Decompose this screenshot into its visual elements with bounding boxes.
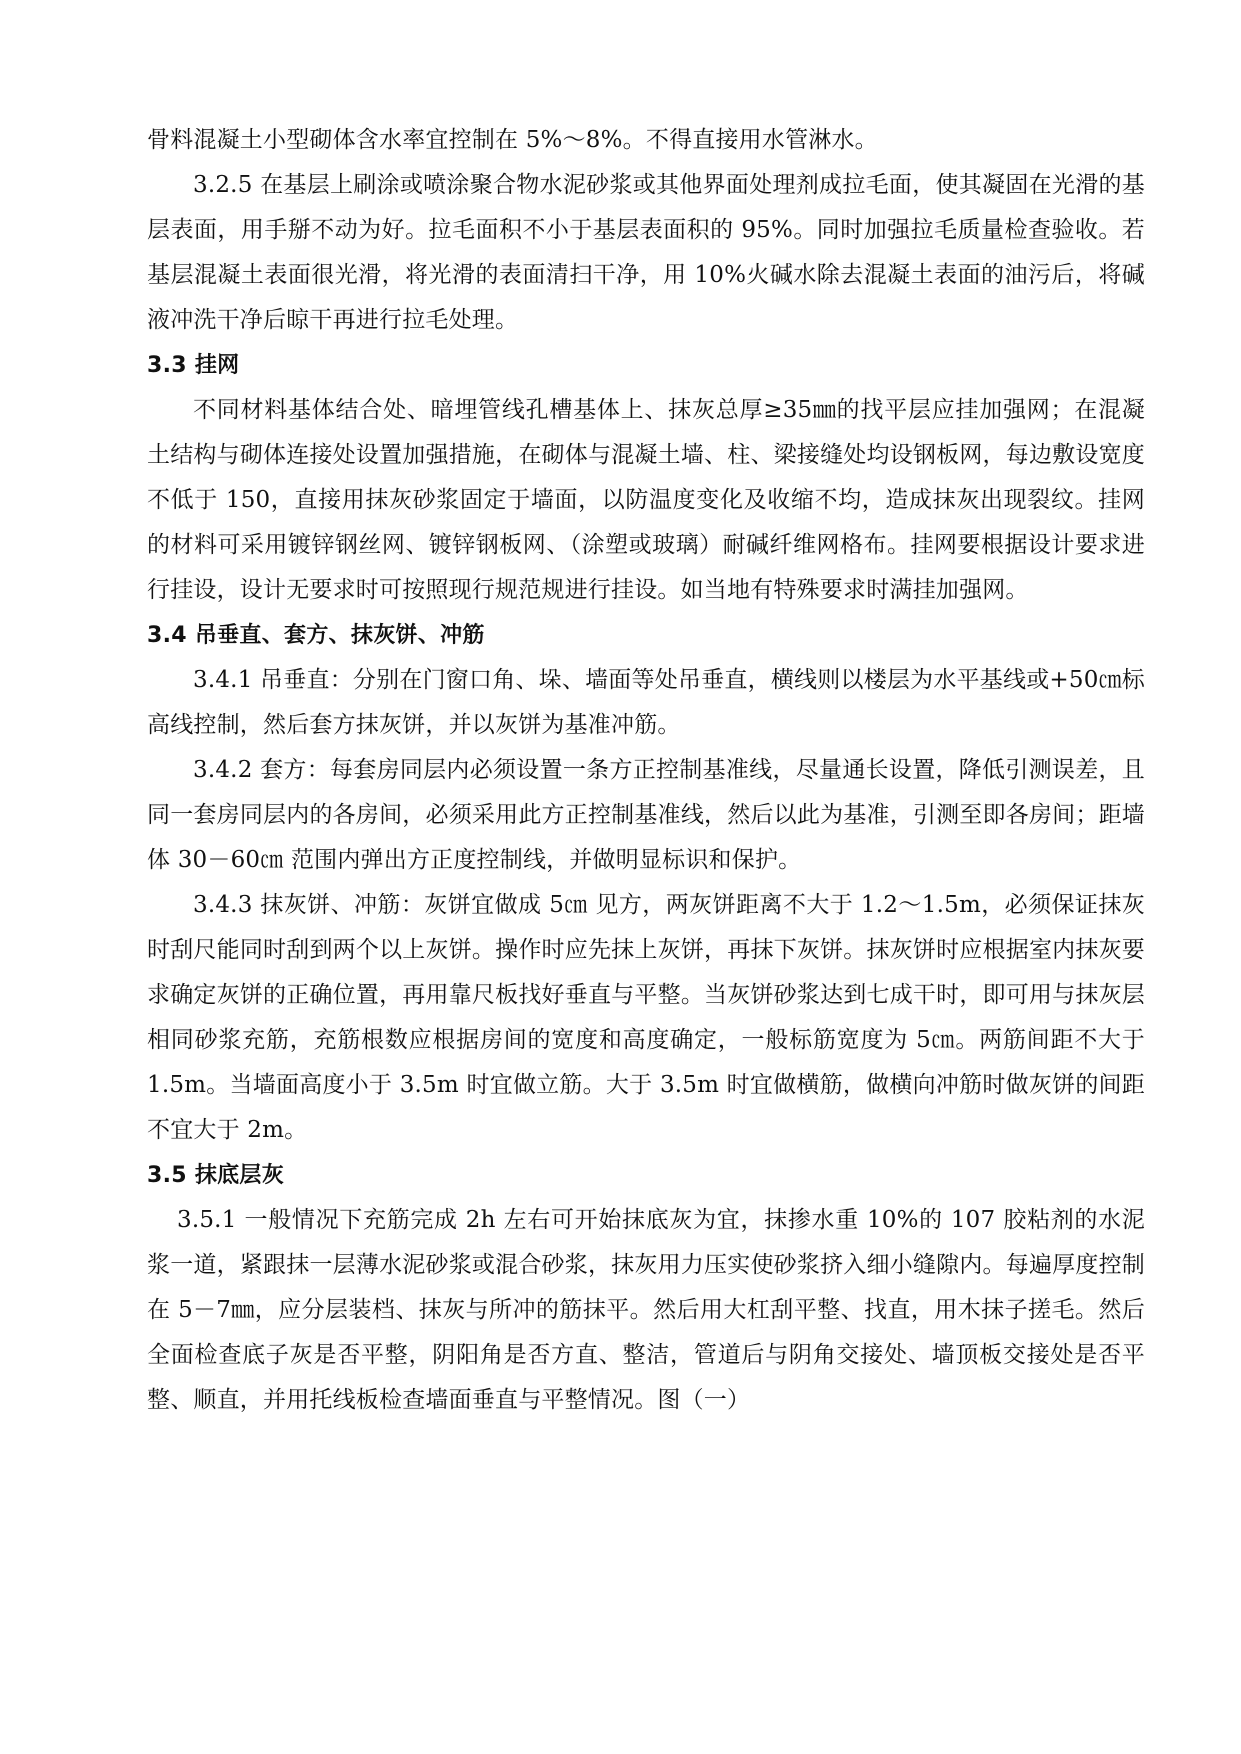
- paragraph-mesh: 不同材料基体结合处、暗埋管线孔槽基体上、抹灰总厚≥35㎜的找平层应挂加强网；在混凝土结构与砌体连接处设置加强措施，在砌体与混凝土墙、柱、梁接缝处均设钢板网，每边敷设宽度不低于 150，直接用抹灰砂浆固定于墙面，以防温度变化及收缩不均，造成抹灰出现裂纹。挂网的材料可采用镀锌钢丝网、镀锌钢板网、（涂塑或玻璃）耐碱纤维网格布。挂网要根据设计要求进行挂设，设计无要求时可按照现行规范规进行挂设。如当地有特殊要求时满挂加强网。: [147, 397, 1145, 603]
- paragraph-3-5-1: 3.5.1 一般情况下充筋完成 2h 左右可开始抹底灰为宜，抹掺水重 10%的 107 胶粘剂的水泥浆一道，紧跟抹一层薄水泥砂浆或混合砂浆，抹灰用力压实使砂浆挤入细小缝隙内。每遍厚度控制在 5－7㎜，应分层装档、抹灰与所冲的筋抹平。然后用大杠刮平整、找直，用木抹子搓毛。然后全面检查底子灰是否平整，阴阳角是否方直、整洁，管道后与阴角交接处、墙顶板交接处是否平整、顺直，并用托线板检查墙面垂直与平整情况。图（一）: [147, 1207, 1145, 1413]
- paragraph-3-4-3: 3.4.3 抹灰饼、冲筋：灰饼宜做成 5㎝ 见方，两灰饼距离不大于 1.2～1.5m，必须保证抹灰时刮尺能同时刮到两个以上灰饼。操作时应先抹上灰饼，再抹下灰饼。抹灰饼时应根据室内抹灰要求确定灰饼的正确位置，再用靠尺板找好垂直与平整。当灰饼砂浆达到七成干时，即可用与抹灰层相同砂浆充筋，充筋根数应根据房间的宽度和高度确定，一般标筋宽度为 5㎝。两筋间距不大于 1.5m。当墙面高度小于 3.5m 时宜做立筋。大于 3.5m 时宜做横筋，做横向冲筋时做灰饼的间距不宜大于 2m。: [147, 892, 1145, 1143]
- paragraph-3-4-2: 3.4.2 套方：每套房同层内必须设置一条方正控制基准线，尽量通长设置，降低引测误差，且同一套房同层内的各房间，必须采用此方正控制基准线，然后以此为基准，引测至即各房间；距墙体 30－60㎝ 范围内弹出方正度控制线，并做明显标识和保护。: [147, 757, 1145, 873]
- section-heading-3-4: 3.4 吊垂直、套方、抹灰饼、冲筋: [147, 623, 485, 648]
- section-heading-3-5: 3.5 抹底层灰: [147, 1163, 285, 1188]
- paragraph-3-2-5: 3.2.5 在基层上刷涂或喷涂聚合物水泥砂浆或其他界面处理剂成拉毛面，使其凝固在光滑的基层表面，用手掰不动为好。拉毛面积不小于基层表面积的 95%。同时加强拉毛质量检查验收。若基层混凝土表面很光滑，将光滑的表面清扫干净，用 10%火碱水除去混凝土表面的油污后，将碱液冲洗干净后晾干再进行拉毛处理。: [147, 172, 1145, 333]
- document-body: [147, 118, 1145, 1423]
- paragraph-3-4-1: 3.4.1 吊垂直：分别在门窗口角、垛、墙面等处吊垂直，横线则以楼层为水平基线或+50㎝标高线控制，然后套方抹灰饼，并以灰饼为基准冲筋。: [147, 667, 1145, 738]
- section-heading-3-3: 3.3 挂网: [147, 353, 240, 378]
- paragraph-continuation: 骨料混凝土小型砌体含水率宜控制在 5%～8%。不得直接用水管淋水。: [147, 127, 878, 153]
